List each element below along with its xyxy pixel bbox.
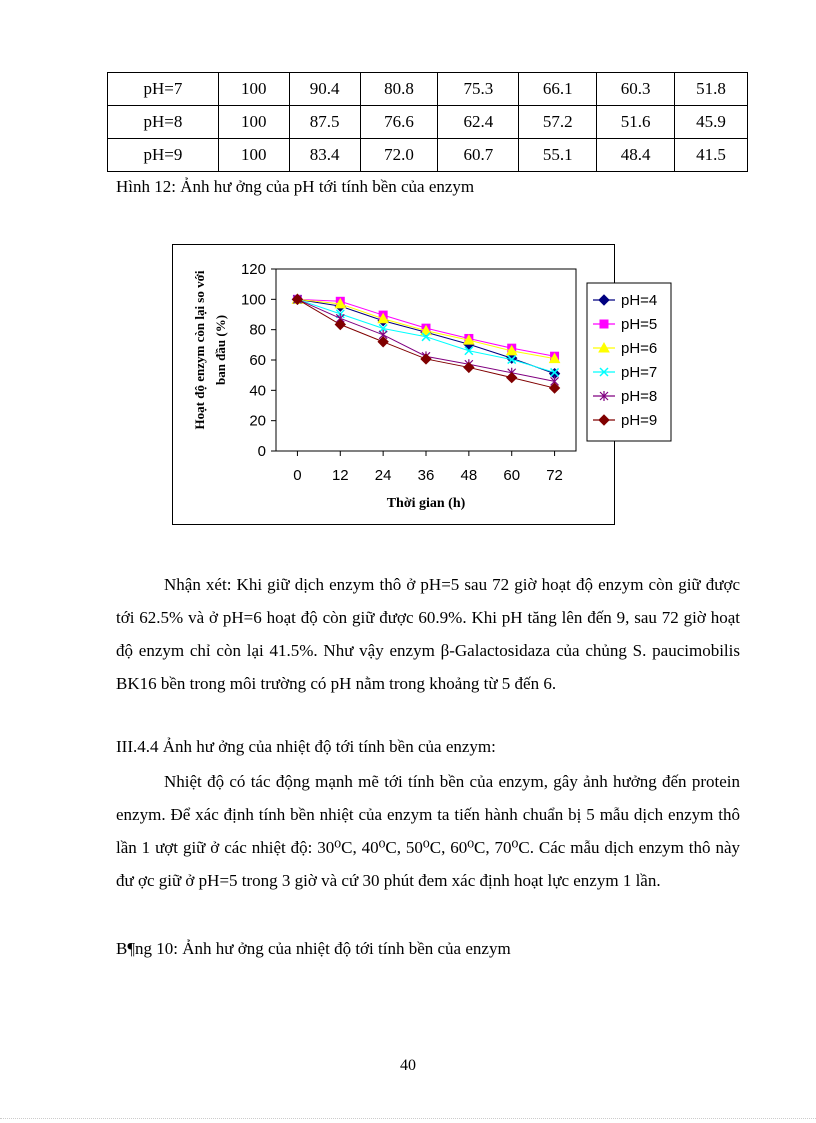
paragraph-temperature <box>116 765 740 897</box>
paragraph-observation-text: Nhận xét: Khi giữ dịch enzym thô ở pH=5 sau 72 giờ hoạt độ enzym còn giữ được tới 62.5% và ở pH=6 hoạt độ còn giữ được 60.9%. Khi pH tăng lên đến 9, sau 72 giờ hoạt độ enzym chỉ còn lại 41.5%. Như vậy enzym β-Galactosidaza của chủng S. paucimobilis BK16 bền trong môi trường có pH nằm trong khoảng từ 5 đến 6. <box>116 575 740 693</box>
paragraph-observation <box>116 568 740 700</box>
row-label-cell: pH=9 <box>108 139 219 172</box>
legend-label: pH=6 <box>621 340 658 357</box>
y-tick-label: 20 <box>249 412 266 430</box>
value-cell: 76.6 <box>360 106 438 139</box>
y-tick-label: 120 <box>240 261 266 278</box>
ph-stability-table <box>107 72 748 172</box>
value-cell: 100 <box>218 139 289 172</box>
y-tick-label: 40 <box>249 382 266 400</box>
row-label-cell: pH=8 <box>108 106 219 139</box>
value-cell: 80.8 <box>360 73 438 106</box>
legend-label: pH=5 <box>621 316 658 333</box>
table-row <box>108 139 748 172</box>
y-tick-label: 60 <box>249 352 266 369</box>
table-row <box>108 106 748 139</box>
x-tick-label: 72 <box>546 467 563 484</box>
data-point <box>507 373 517 383</box>
x-tick-label: 24 <box>374 467 392 484</box>
value-cell: 57.2 <box>519 106 597 139</box>
y-tick-label: 80 <box>249 321 266 339</box>
legend-label: pH=4 <box>621 292 658 309</box>
section-heading: III.4.4 Ảnh hư ởng của nhiệt độ tới tính bền của enzym: <box>116 737 496 756</box>
table-caption: B¶ng 10: Ảnh hư ởng của nhiệt độ tới tính bền của enzym <box>116 939 511 958</box>
y-tick-label: 0 <box>257 443 266 460</box>
data-point <box>421 354 431 364</box>
value-cell: 66.1 <box>519 73 597 106</box>
x-tick-label: 60 <box>503 467 521 484</box>
row-label-cell: pH=7 <box>108 73 219 106</box>
value-cell: 60.7 <box>438 139 519 172</box>
value-cell: 48.4 <box>597 139 675 172</box>
x-axis-label: Thời gian (h) <box>386 496 466 511</box>
figure-caption: Hình 12: Ảnh hư ởng của pH tới tính bền của enzym <box>116 177 475 196</box>
page-number: 40 <box>400 1057 416 1074</box>
value-cell: 51.6 <box>597 106 675 139</box>
legend-label: pH=9 <box>621 412 658 429</box>
y-tick-label: 100 <box>240 291 266 309</box>
value-cell: 51.8 <box>675 73 748 106</box>
ph-chart <box>172 244 658 525</box>
x-tick-label: 36 <box>417 467 435 484</box>
value-cell: 55.1 <box>519 139 597 172</box>
legend-marker <box>600 320 608 328</box>
legend-label: pH=7 <box>621 364 658 381</box>
x-tick-label: 48 <box>460 467 478 484</box>
value-cell: 41.5 <box>675 139 748 172</box>
value-cell: 60.3 <box>597 73 675 106</box>
value-cell: 75.3 <box>438 73 519 106</box>
legend-label: pH=8 <box>621 388 658 405</box>
value-cell: 87.5 <box>289 106 360 139</box>
value-cell: 83.4 <box>289 139 360 172</box>
value-cell: 62.4 <box>438 106 519 139</box>
value-cell: 100 <box>218 73 289 106</box>
x-tick-label: 12 <box>331 467 349 484</box>
table-row <box>108 73 748 106</box>
value-cell: 100 <box>218 106 289 139</box>
y-axis-label-line1: Hoạt độ enzym còn lại so với <box>192 270 207 430</box>
value-cell: 72.0 <box>360 139 438 172</box>
value-cell: 45.9 <box>675 106 748 139</box>
paragraph-temperature-text: Nhiệt độ có tác động mạnh mẽ tới tính bền của enzym, gây ảnh hưởng đến protein enzym. Để xác định tính bền nhiệt của enzym ta tiến hành chuẩn bị 5 mẫu dịch enzym thô lần 1 ượt giữ ở các nhiệt độ: 30⁰C, 40⁰C, 50⁰C, 60⁰C, 70⁰C. Các mẫu dịch enzym thô này đư ợc giữ ở pH=5 trong 3 giờ và cứ 30 phút đem xác định hoạt lực enzym 1 lần. <box>116 772 740 890</box>
x-tick-label: 0 <box>293 467 302 484</box>
value-cell: 90.4 <box>289 73 360 106</box>
y-axis-label-line2: ban đầu (%) <box>213 314 228 386</box>
page-bottom-border <box>0 1118 816 1119</box>
